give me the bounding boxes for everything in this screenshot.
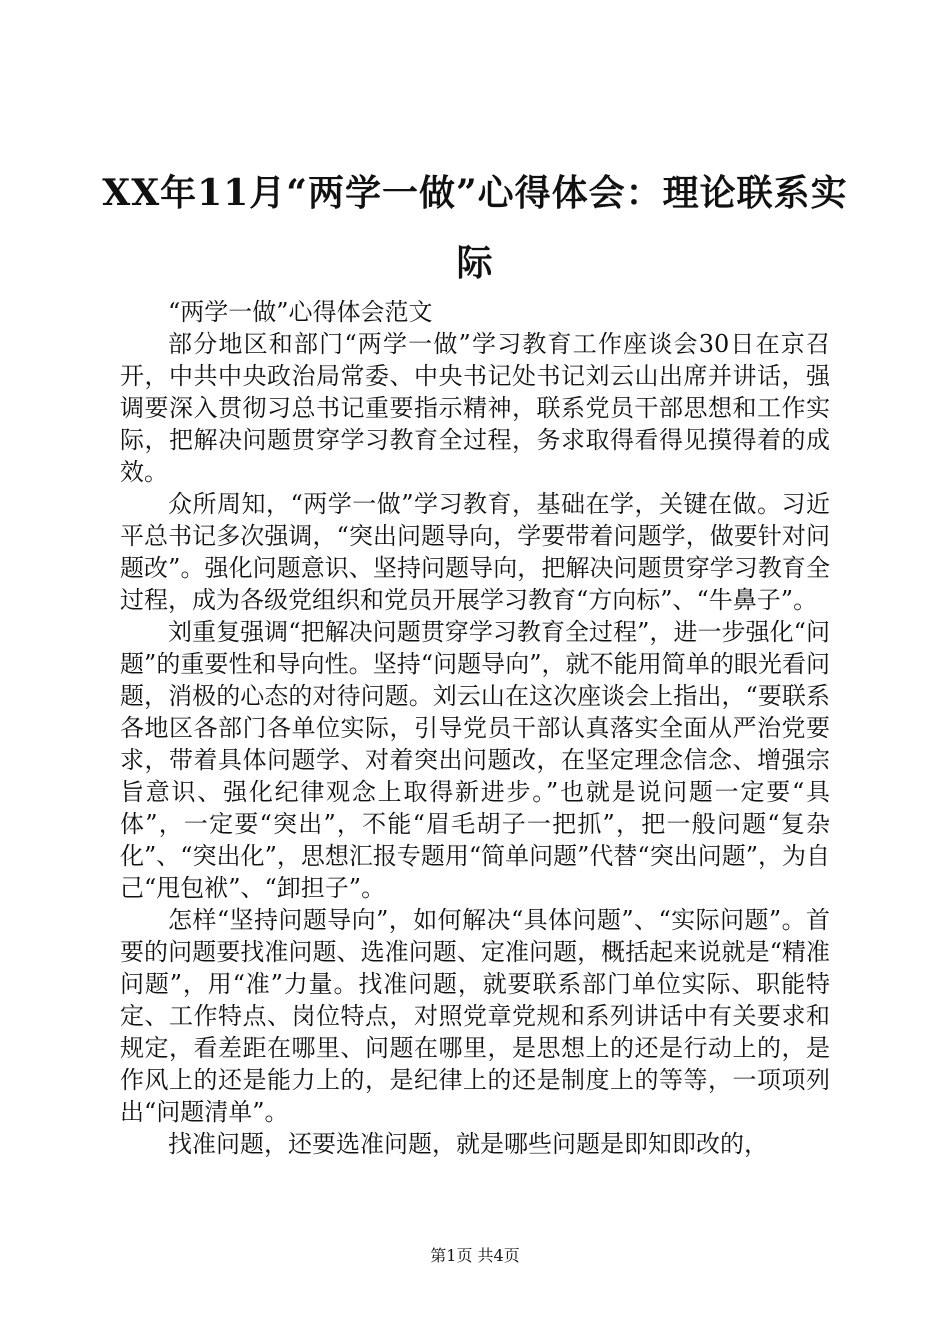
document-body (120, 296, 830, 1160)
paragraph: “两学一做”心得体会范文 (168, 298, 433, 326)
paragraph: 怎样“坚持问题导向”，如何解决“具体问题”、“实际问题”。首要的问题要找准问题、选准问题、定准问题，概括起来说就是“精准问题”，用“准”力量。找准问题，就要联系部门单位实际、职能特定、工作特点、岗位特点，对照党章党规和系列讲话中有关要求和规定，看差距在哪里、问题在哪里，是思想上的还是行动上的，是作风上的还是能力上的，是纪律上的还是制度上的等等，一项项列出“问题清单”。 (120, 906, 830, 1126)
paragraph: 刘重复强调“把解决问题贯穿学习教育全过程”，进一步强化“问题”的重要性和导向性。坚持“问题导向”，就不能用简单的眼光看问题，消极的心态的对待问题。刘云山在这次座谈会上指出，“要联系各地区各部门各单位实际，引导党员干部认真落实全面从严治党要求，带着具体问题学、对着突出问题改，在坚定理念信念、增强宗旨意识、强化纪律观念上取得新进步。”也就是说问题一定要“具体”，一定要“突出”，不能“眉毛胡子一把抓”，把一般问题“复杂化”、“突出化”，思想汇报专题用“简单问题”代替“突出问题”，为自己“甩包袱”、“卸担子”。 (120, 618, 830, 902)
paragraph: 部分地区和部门“两学一做”学习教育工作座谈会30日在京召开，中共中央政治局常委、中央书记处书记刘云山出席并讲话，强调要深入贯彻习总书记重要指示精神，联系党员干部思想和工作实际，把解决问题贯穿学习教育全过程，务求取得看得见摸得着的成效。 (120, 330, 830, 486)
page-footer: 第1页 共4页 (430, 1246, 520, 1265)
document-title: XX年11月“两学一做”心得体会：理论联系实际 (102, 172, 848, 284)
paragraph: 找准问题，还要选准问题，就是哪些问题是即知即改的， (168, 1130, 768, 1158)
paragraph: 众所周知，“两学一做”学习教育，基础在学，关键在做。习近平总书记多次强调，“突出问题导向，学要带着问题学，做要针对问题改”。强化问题意识、坚持问题导向，把解决问题贯穿学习教育全过程，成为各级党组织和党员开展学习教育“方向标”、“牛鼻子”。 (120, 490, 830, 614)
